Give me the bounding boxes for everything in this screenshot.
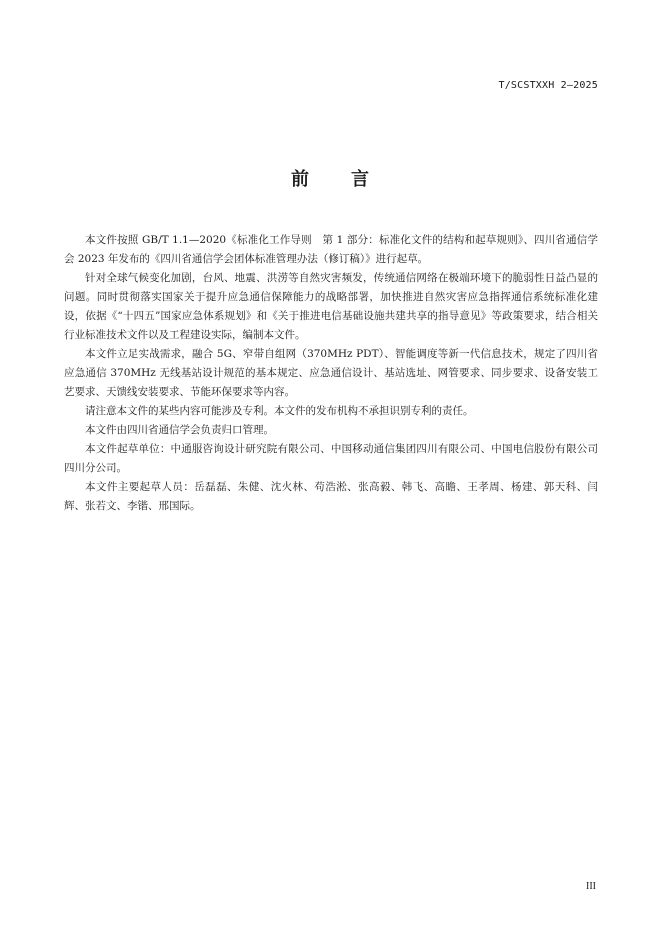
paragraph-management: 本文件由四川省通信学会负责归口管理。 — [85, 424, 274, 436]
paragraph-background: 针对全球气候变化加剧，台风、地震、洪涝等自然灾害频发，传统通信网络在极端环境下的脆弱性日益凸显的问题。同时贯彻落实国家关于提升应急通信保障能力的战略部署，加快推进自然灾害应急指挥通信系统标准化建设，依据《“十四五”国家应急体系规划》和《关于推进电信基础设施共建共享的指导意见》等政策要求，结合相关行业标准技术文件以及工程建设实际，编制本文件。 — [64, 272, 598, 341]
paragraph-scope: 本文件立足实战需求，融合 5G、窄带自组网（370MHz PDT）、智能调度等新一代信息技术，规定了四川省应急通信 370MHz 无线基站设计规范的基本规定、应急通信设计、基站选址、网管要求、同步要求、设备安装工艺要求、天馈线安装要求、节能环保要求等内容。 — [64, 348, 598, 398]
paragraph-patent-notice: 请注意本文件的某些内容可能涉及专利。本文件的发布机构不承担识别专利的责任。 — [85, 405, 474, 417]
page-number: III — [586, 881, 596, 892]
foreword-body — [64, 231, 598, 516]
page-title: 前 言 — [291, 169, 371, 190]
paragraph-drafting-units: 本文件起草单位：中通服咨询设计研究院有限公司、中国移动通信集团四川有限公司、中国电信股份有限公司四川分公司。 — [64, 443, 598, 474]
paragraph-drafting-rules: 本文件按照 GB/T 1.1—2020《标准化工作导则 第 1 部分：标准化文件的结构和起草规则》、四川省通信学会 2023 年发布的《四川省通信学会团体标准管理办法（修订稿）》进行起草。 — [64, 234, 598, 265]
paragraph-drafters: 本文件主要起草人员：岳磊磊、朱健、沈火林、苟浩淞、张高毅、韩飞、高瞻、王孝周、杨建、郭天科、闫辉、张若文、李锴、邢国际。 — [64, 481, 598, 512]
document-code: T/SCSTXXH 2—2025 — [498, 80, 598, 91]
